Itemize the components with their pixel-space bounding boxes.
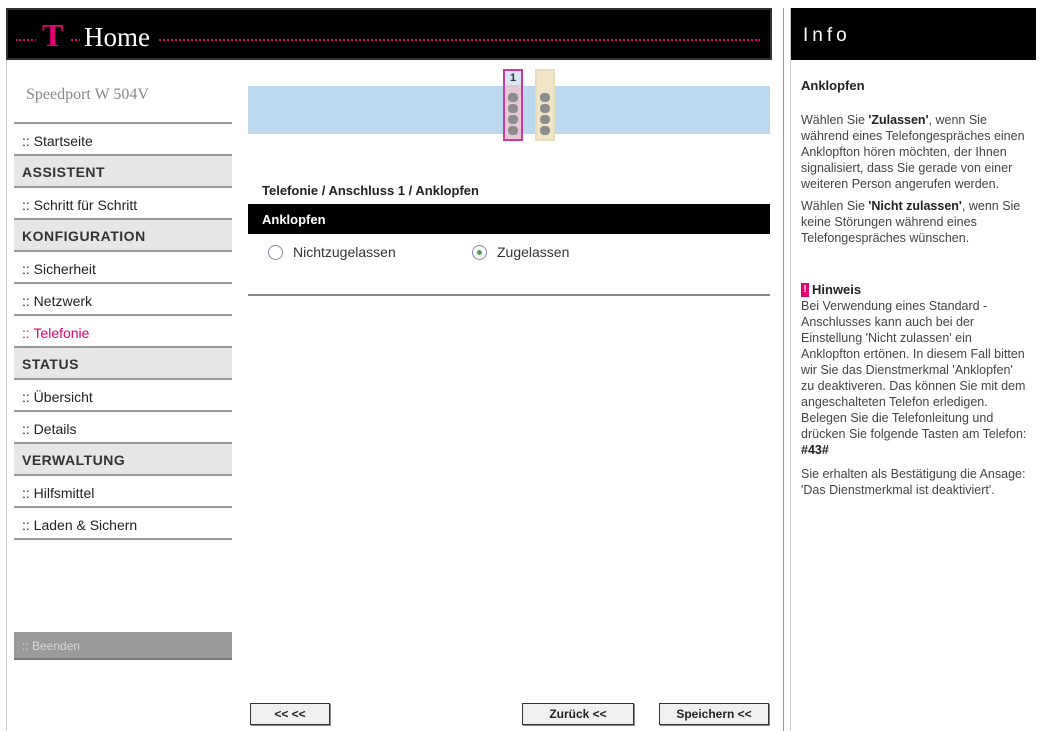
hint-title: Hinweis [812, 282, 862, 297]
hint-code: #43# [801, 443, 829, 457]
sidebar-section-heading: STATUS [14, 348, 232, 380]
info-text: , wenn Sie während eines Telefongespräches einen Anklopfton hören möchten, der Ihnen signalisiert, dass Sie gerade von einer weiteren Person angerufen werden. [801, 113, 1025, 191]
info-panel [790, 8, 1036, 731]
sidebar-item[interactable]: :: Netzwerk [14, 284, 232, 316]
hint-text: Bei Verwendung eines Standard -Anschlusses kann auch bei der Einstellung 'Nicht zulassen' ein Anklopfton ertönen. In diesem Fall bitten wir Sie das Dienstmerkmal 'Anklopfen' zu deaktiveren. Das können Sie mit dem angeschalteten Telefon erledigen. Belegen Sie die Telefonleitung und drücken Sie folgende Tasten am Telefon: [801, 299, 1027, 441]
divider [248, 294, 770, 296]
breadcrumb: Telefonie / Anschluss 1 / Anklopfen [262, 183, 479, 198]
sidebar-nav [14, 124, 232, 540]
save-button[interactable]: Speichern << [659, 703, 769, 725]
info-paragraph [801, 198, 1028, 246]
sidebar-item[interactable]: :: Laden & Sichern [14, 508, 232, 540]
sidebar-item[interactable]: :: Übersicht [14, 380, 232, 412]
phone-leds-icon [508, 93, 518, 137]
info-paragraph: Sie erhalten als Bestätigung die Ansage: 'Das Dienstmerkmal ist deaktiviert'. [801, 467, 1026, 497]
info-body [791, 60, 1036, 498]
info-text-bold: 'Zulassen' [868, 113, 929, 127]
sidebar-item[interactable]: :: Schritt für Schritt [14, 188, 232, 220]
info-paragraph [801, 112, 1028, 192]
option-zugelassen[interactable] [472, 244, 569, 260]
info-header: Info [791, 8, 1036, 60]
sidebar-item[interactable]: :: Startseite [14, 124, 232, 156]
zurueck-button[interactable]: Zurück << [522, 703, 634, 725]
sidebar-item[interactable]: :: Details [14, 412, 232, 444]
back-button[interactable]: << << [250, 703, 330, 725]
exclamation-icon: ! [801, 283, 809, 297]
sidebar-section-heading: KONFIGURATION [14, 220, 232, 252]
sidebar-item[interactable]: :: Sicherheit [14, 252, 232, 284]
progress-step-next [535, 69, 555, 141]
device-name: Speedport W 504V [14, 66, 232, 124]
radio-nicht-zugelassen[interactable] [268, 245, 283, 260]
sidebar [14, 66, 232, 540]
hint-heading [801, 282, 1028, 298]
page-title: Home [80, 20, 158, 54]
option-label: Nichtzugelassen [293, 244, 396, 260]
progress-step-number: 1 [505, 71, 521, 85]
telekom-logo: T [36, 17, 71, 53]
sidebar-section-heading: ASSISTENT [14, 156, 232, 188]
info-text: , wenn Sie keine Störungen während eines Telefongespräches wünschen. [801, 199, 1021, 245]
option-label: Zugelassen [497, 244, 570, 260]
quit-button[interactable]: :: Beenden [14, 632, 232, 660]
radio-zugelassen[interactable] [472, 245, 487, 260]
panel-title: Anklopfen [248, 204, 770, 234]
sidebar-section-heading: VERWALTUNG [14, 444, 232, 476]
option-nicht-zugelassen[interactable] [268, 244, 396, 260]
page-header [6, 8, 772, 60]
sidebar-item[interactable]: :: Telefonie [14, 316, 232, 348]
sidebar-item[interactable]: :: Hilfsmittel [14, 476, 232, 508]
info-text-bold: 'Nicht zulassen' [868, 199, 962, 213]
info-title: Anklopfen [801, 78, 865, 93]
phone-leds-icon [540, 93, 550, 137]
info-text: Wählen Sie [801, 199, 869, 213]
info-text: Wählen Sie [801, 113, 869, 127]
progress-step-current [503, 69, 523, 141]
